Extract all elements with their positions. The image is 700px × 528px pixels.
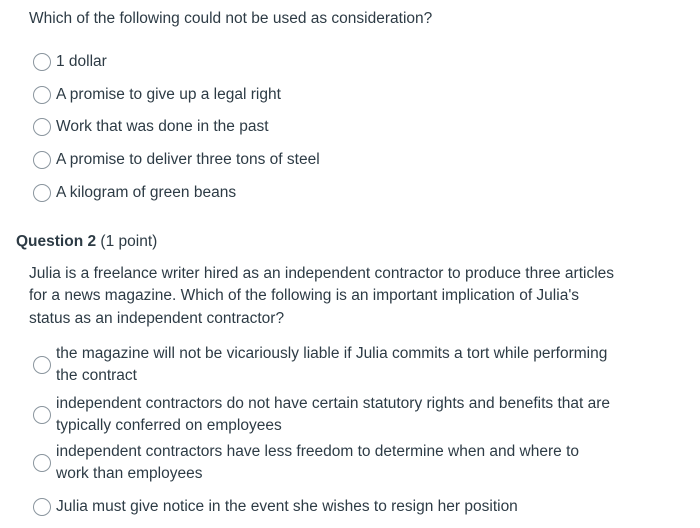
option-label[interactable]: Work that was done in the past [56, 118, 269, 135]
option-label[interactable]: A kilogram of green beans [56, 184, 237, 201]
question-2-prompt: Julia is a freelance writer hired as an independent contractor to produce three articles for a news magazine. Which of the following is an important implication of Julia's status as an independent contractor? [29, 265, 615, 327]
question-1-prompt: Which of the following could not be used as consideration? [29, 10, 433, 27]
radio-button[interactable] [33, 53, 51, 71]
option-label[interactable]: A promise to deliver three tons of steel [56, 151, 320, 168]
radio-button[interactable] [33, 86, 51, 104]
radio-button[interactable] [33, 151, 51, 169]
option-label[interactable]: the magazine will not be vicariously liable if Julia commits a tort while performing the contract [56, 345, 608, 384]
radio-button[interactable] [33, 184, 51, 202]
q2-option-4[interactable] [33, 496, 623, 518]
question-points: (1 point) [100, 233, 158, 250]
question-title: Question 2 [16, 233, 97, 250]
q2-option-1[interactable] [33, 343, 623, 386]
q1-option-5[interactable] [33, 183, 236, 204]
q1-option-4[interactable] [33, 150, 320, 171]
option-label[interactable]: A promise to give up a legal right [56, 86, 281, 103]
q1-option-3[interactable] [33, 117, 269, 138]
q2-option-3[interactable] [33, 441, 623, 484]
radio-button[interactable] [33, 356, 51, 374]
option-label[interactable]: 1 dollar [56, 53, 107, 70]
radio-button[interactable] [33, 118, 51, 136]
radio-button[interactable] [33, 498, 51, 516]
q1-option-1[interactable] [33, 52, 107, 73]
option-label[interactable]: independent contractors have less freedom to determine when and where to work than employees [56, 443, 580, 482]
q2-option-2[interactable] [33, 393, 623, 436]
radio-button[interactable] [33, 406, 51, 424]
option-label[interactable]: Julia must give notice in the event she wishes to resign her position [56, 498, 518, 515]
question-2-heading [16, 232, 157, 252]
radio-button[interactable] [33, 454, 51, 472]
q1-option-2[interactable] [33, 85, 281, 106]
option-label[interactable]: independent contractors do not have certain statutory rights and benefits that are typically conferred on employees [56, 395, 611, 434]
